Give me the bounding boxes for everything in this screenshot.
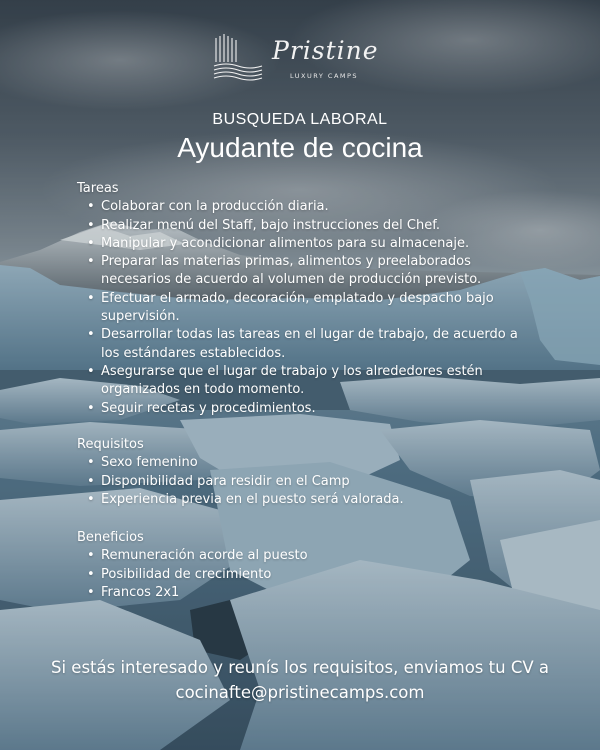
- list-item: • Disponibilidad para residir en el Camp: [77, 473, 537, 491]
- tasks-section: [77, 180, 537, 418]
- brand-name: Pristine: [272, 36, 379, 65]
- list-item: • Experiencia previa en el puesto será valorada.: [77, 491, 537, 509]
- brand-logo: [212, 30, 379, 85]
- benefits-list: [77, 547, 537, 602]
- list-item: • Manipular y acondicionar alimentos para su almacenaje.: [77, 235, 537, 253]
- job-title: Ayudante de cocina: [177, 132, 423, 163]
- job-search-kicker: BUSQUEDA LABORAL: [212, 111, 388, 128]
- requirements-section: [77, 436, 537, 509]
- list-item: • Asegurarse que el lugar de trabajo y los alrededores estén organizados en todo momento.: [77, 363, 537, 400]
- list-item: • Seguir recetas y procedimientos.: [77, 400, 537, 418]
- requirements-heading: Requisitos: [77, 437, 144, 452]
- list-item: • Sexo femenino: [77, 454, 537, 472]
- list-item: • Desarrollar todas las tareas en el lugar de trabajo, de acuerdo a los estándares establecidos.: [77, 326, 537, 363]
- requirements-list: [77, 454, 537, 509]
- list-item: • Efectuar el armado, decoración, emplatado y despacho bajo supervisión.: [77, 290, 537, 327]
- list-item: • Colaborar con la producción diaria.: [77, 198, 537, 216]
- brand-tagline: LUXURY CAMPS: [290, 72, 359, 80]
- list-item: • Remuneración acorde al puesto: [77, 547, 537, 565]
- list-item: • Realizar menú del Staff, bajo instrucciones del Chef.: [77, 217, 537, 235]
- benefits-section: [77, 529, 537, 602]
- tasks-list: [77, 198, 537, 418]
- call-to-action: [0, 655, 600, 705]
- benefits-heading: Beneficios: [77, 530, 144, 545]
- tasks-heading: Tareas: [77, 181, 119, 196]
- cta-text: Si estás interesado y reunís los requisitos, enviamos tu CV a: [50, 658, 549, 677]
- list-item: • Posibilidad de crecimiento: [77, 566, 537, 584]
- list-item: • Preparar las materias primas, alimentos y preelaborados necesarios de acuerdo al volumen de producción previsto.: [77, 253, 537, 290]
- contact-email[interactable]: cocinafte@pristinecamps.com: [175, 683, 425, 702]
- list-item: • Francos 2x1: [77, 584, 537, 602]
- mountain-lines-icon: [212, 32, 264, 82]
